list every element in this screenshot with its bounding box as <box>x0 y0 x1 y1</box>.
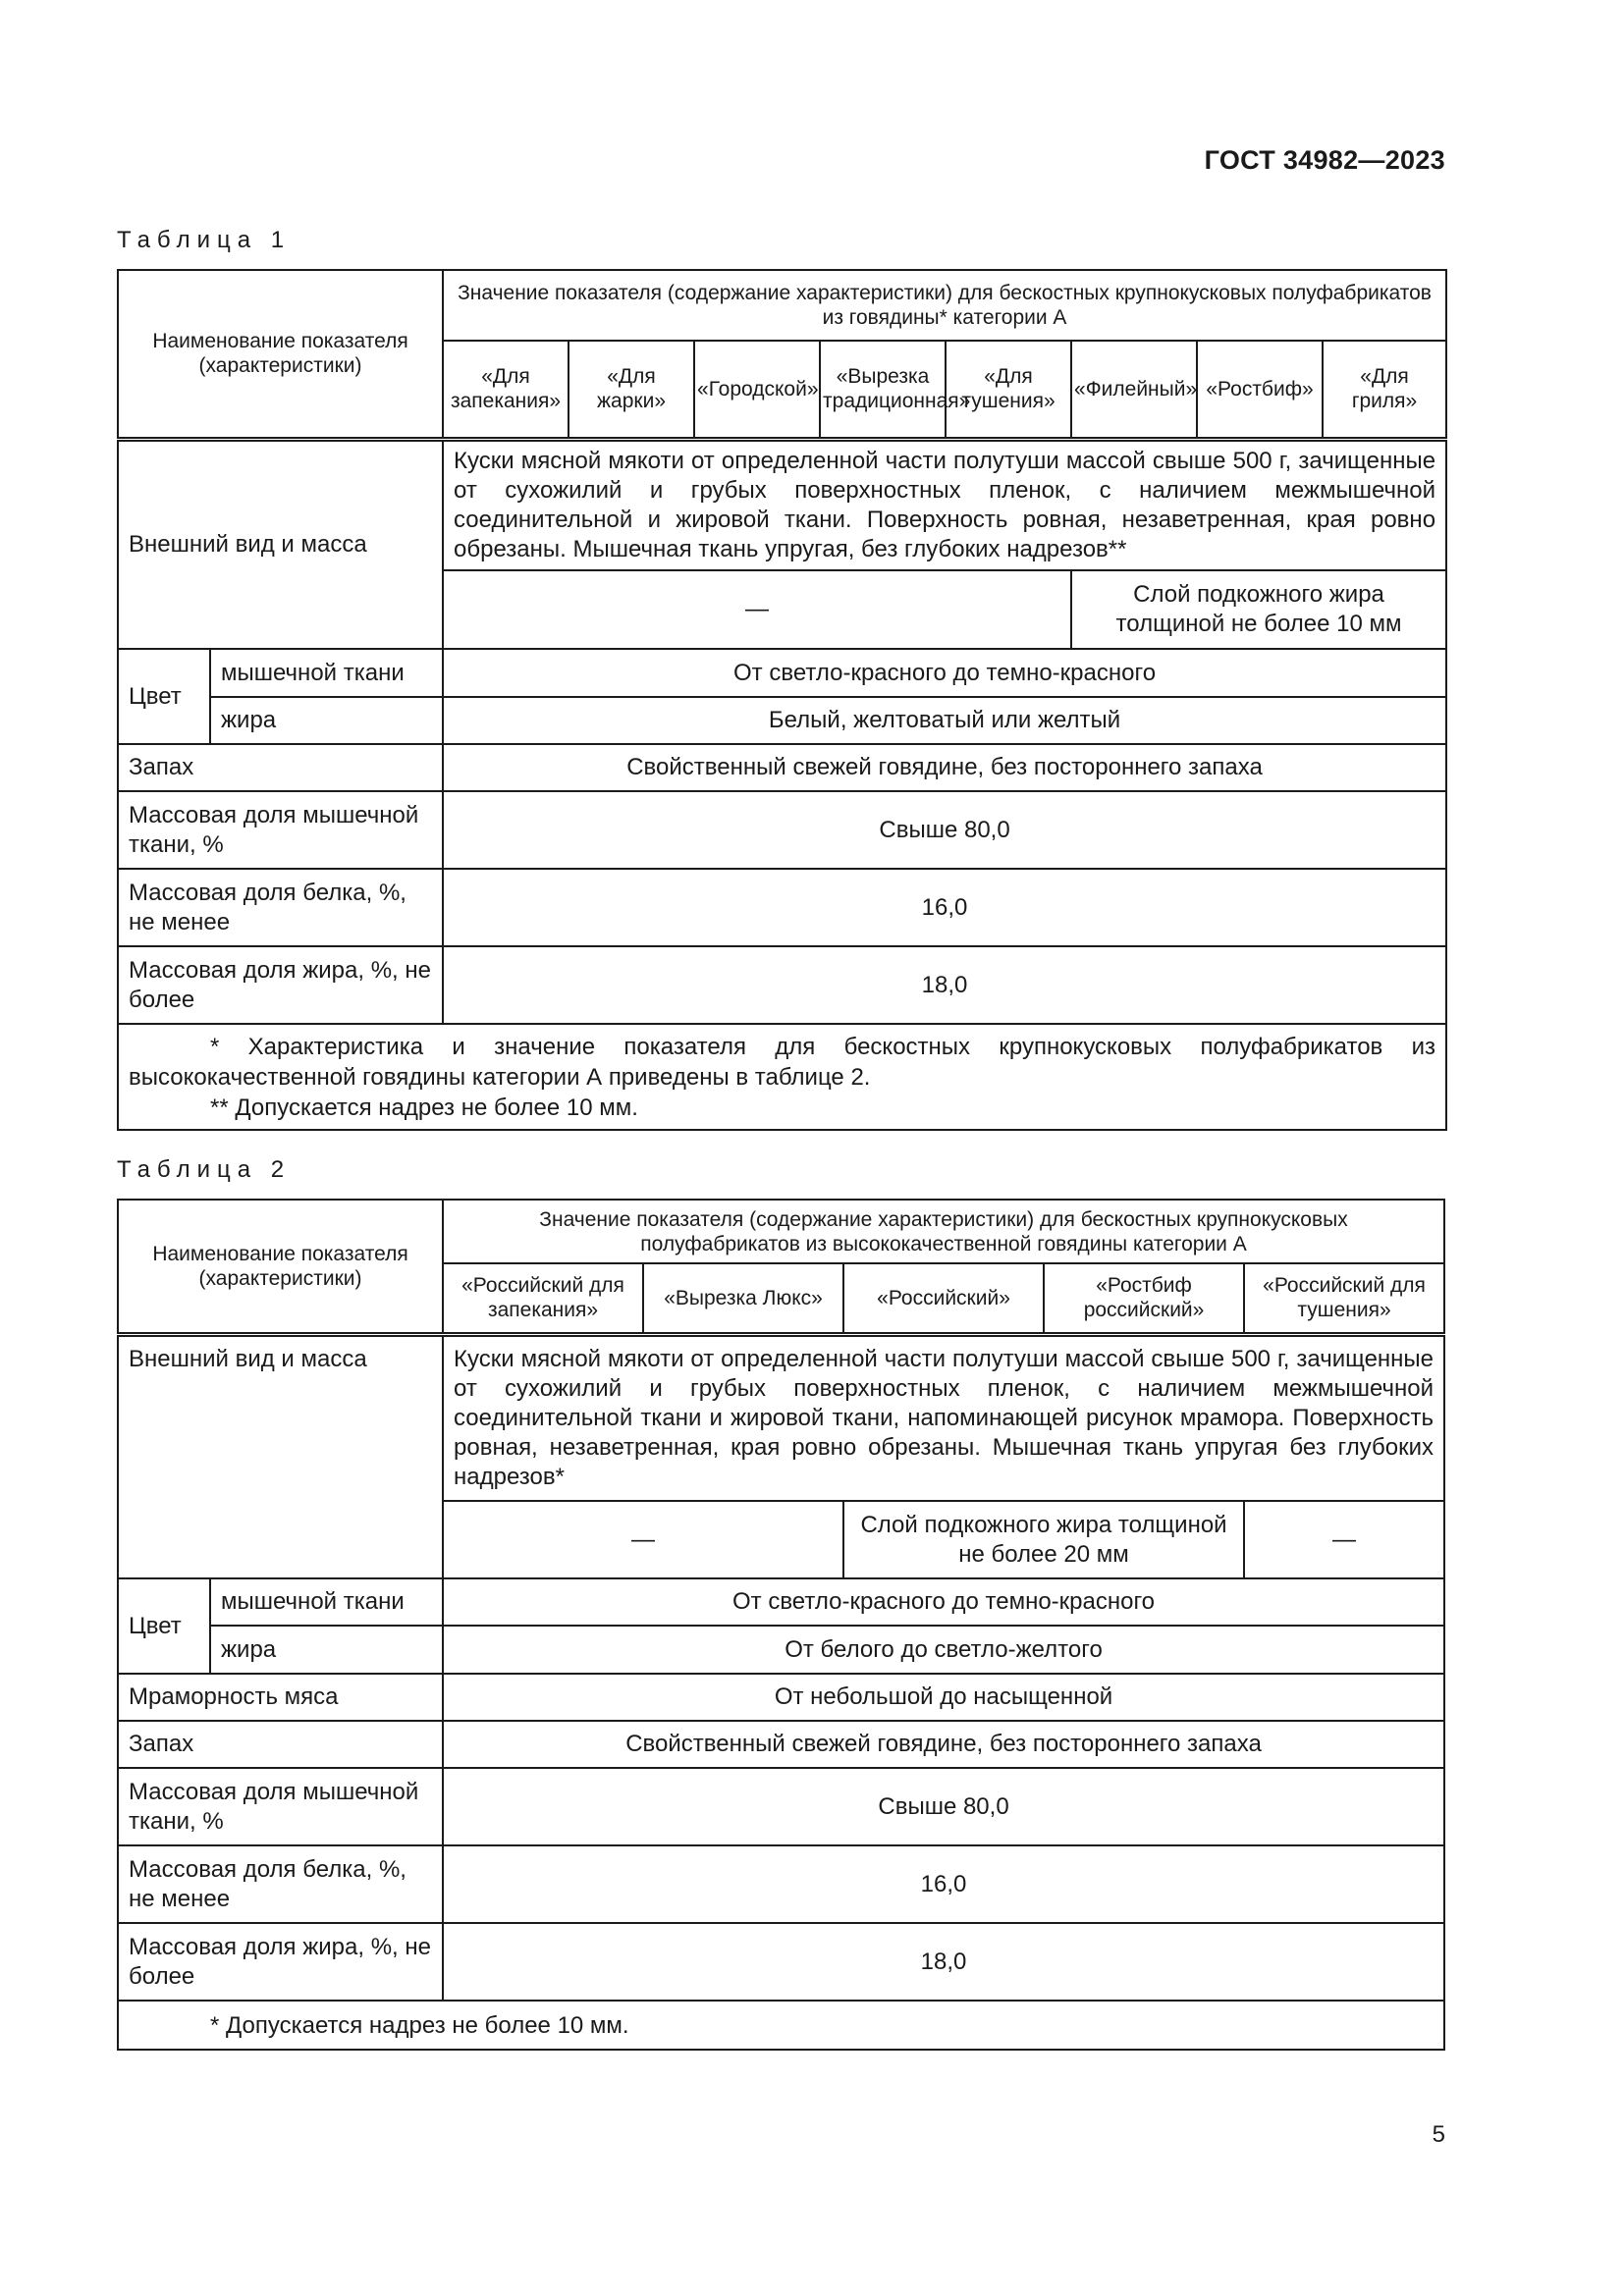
table1-col-header: «Для жарки» <box>568 341 694 439</box>
table2-appearance-fat: Слой подкожного жира толщиной не более 20 мм <box>843 1501 1244 1578</box>
table2-appearance-text: Куски мясной мякоти от определенной части полутуши массой свыше 500 г, зачищенные от сухожилий и грубых поверхностных пленок, с наличием межмышечной соединительной ткани и жировой ткани, напоминающей рисунок мрамора. Поверхность ровная, незаветренная, края ровно обрезаны. Мышечная ткань упругая без глубоких надрезов* <box>443 1334 1444 1501</box>
table2-fat-label: жира <box>210 1626 443 1674</box>
table2-col-header: «Ростбиф российский» <box>1044 1263 1244 1334</box>
table2-smell-value: Свойственный свежей говядине, без постороннего запаха <box>443 1721 1444 1768</box>
table1-col-header: «Ростбиф» <box>1197 341 1323 439</box>
table1-col-header: «Для гриля» <box>1323 341 1446 439</box>
table1-caption: Таблица 1 <box>117 227 292 253</box>
table2-col-header: «Российский для запекания» <box>443 1263 643 1334</box>
table2-col-header: «Российский для тушения» <box>1244 1263 1444 1334</box>
table2-col-name-header: Наименование показателя (характеристики) <box>118 1200 443 1334</box>
table1-appearance-label: Внешний вид и масса <box>118 439 443 649</box>
table1-smell-label: Запах <box>118 744 443 791</box>
table1-col-header: «Для тушения» <box>946 341 1071 439</box>
table2-col-header: «Российский» <box>843 1263 1044 1334</box>
table1-fat-value: Белый, желтоватый или желтый <box>443 697 1446 744</box>
page-number: 5 <box>1432 2121 1445 2148</box>
table1-appearance-dash: — <box>443 570 1071 649</box>
table1-smell-value: Свойственный свежей говядине, без постороннего запаха <box>443 744 1446 791</box>
table2-appearance-label: Внешний вид и масса <box>118 1334 443 1578</box>
table2-col-header: «Вырезка Люкс» <box>643 1263 843 1334</box>
table2-smell-label: Запах <box>118 1721 443 1768</box>
table1-notes <box>118 1024 1446 1130</box>
table1-col-header: «Городской» <box>694 341 820 439</box>
table2-caption: Таблица 2 <box>117 1156 292 1183</box>
table1-muscle-label: мышечной ткани <box>210 649 443 697</box>
table1-muscle-value: От светло-красного до темно-красного <box>443 649 1446 697</box>
table1-muscle-share-label: Массовая доля мышечной ткани, % <box>118 791 443 869</box>
table1-fat-label: жира <box>210 697 443 744</box>
table1-appearance-fat: Слой подкожного жира толщиной не более 10 мм <box>1071 570 1446 649</box>
table1 <box>117 269 1447 1131</box>
table1-col-name-header: Наименование показателя (характеристики) <box>118 270 443 439</box>
table1-protein-label: Массовая доля белка, %, не менее <box>118 869 443 946</box>
table2-marbling-label: Мраморность мяса <box>118 1674 443 1721</box>
table2-fatshare-value: 18,0 <box>443 1923 1444 2001</box>
table2-fatshare-label: Массовая доля жира, %, не более <box>118 1923 443 2001</box>
table1-group-header: Значение показателя (содержание характеристики) для бескостных крупнокусковых полуфабрикатов из говядины* категории А <box>443 270 1446 341</box>
table1-col-header: «Для запекания» <box>443 341 568 439</box>
table2-color-label: Цвет <box>118 1578 210 1674</box>
table2-muscle-value: От светло-красного до темно-красного <box>443 1578 1444 1626</box>
table1-fatshare-value: 18,0 <box>443 946 1446 1024</box>
table2-notes <box>118 2001 1444 2050</box>
table2 <box>117 1199 1445 2051</box>
table1-muscle-share-value: Свыше 80,0 <box>443 791 1446 869</box>
table1-col-header: «Вырезка традиционная» <box>820 341 946 439</box>
table1-col-header: «Филейный» <box>1071 341 1197 439</box>
table2-note: * Допускается надрез не более 10 мм. <box>210 2011 629 2039</box>
table1-appearance-text: Куски мясной мякоти от определенной части полутуши массой свыше 500 г, зачищенные от сухожилий и грубых поверхностных пленок, с наличием межмышечной соединительной и жировой ткани. Поверхность ровная, незаветренная, края ровно обрезаны. Мышечная ткань упругая, без глубоких надрезов** <box>443 439 1446 570</box>
table2-marbling-value: От небольшой до насыщенной <box>443 1674 1444 1721</box>
table2-muscle-share-label: Массовая доля мышечной ткани, % <box>118 1768 443 1845</box>
table2-group-header: Значение показателя (содержание характеристики) для бескостных крупнокусковых полуфабрикатов из высококачественной говядины категории А <box>443 1200 1444 1263</box>
table1-color-label: Цвет <box>118 649 210 744</box>
table2-muscle-share-value: Свыше 80,0 <box>443 1768 1444 1845</box>
table1-note: ** Допускается надрез не более 10 мм. <box>210 1094 638 1121</box>
table2-fat-value: От белого до светло-желтого <box>443 1626 1444 1674</box>
table2-appearance-dash: — <box>1244 1501 1444 1578</box>
table1-note: * Характеристика и значение показателя для бескостных крупнокусковых полуфабрикатов из высококачественной говядины категории А приведены в таблице 2. <box>129 1033 1436 1091</box>
table2-appearance-dash: — <box>443 1501 843 1578</box>
document-standard-number: ГОСТ 34982—2023 <box>1204 145 1445 175</box>
table2-protein-label: Массовая доля белка, %, не менее <box>118 1845 443 1923</box>
table1-fatshare-label: Массовая доля жира, %, не более <box>118 946 443 1024</box>
table2-muscle-label: мышечной ткани <box>210 1578 443 1626</box>
table2-protein-value: 16,0 <box>443 1845 1444 1923</box>
table1-protein-value: 16,0 <box>443 869 1446 946</box>
